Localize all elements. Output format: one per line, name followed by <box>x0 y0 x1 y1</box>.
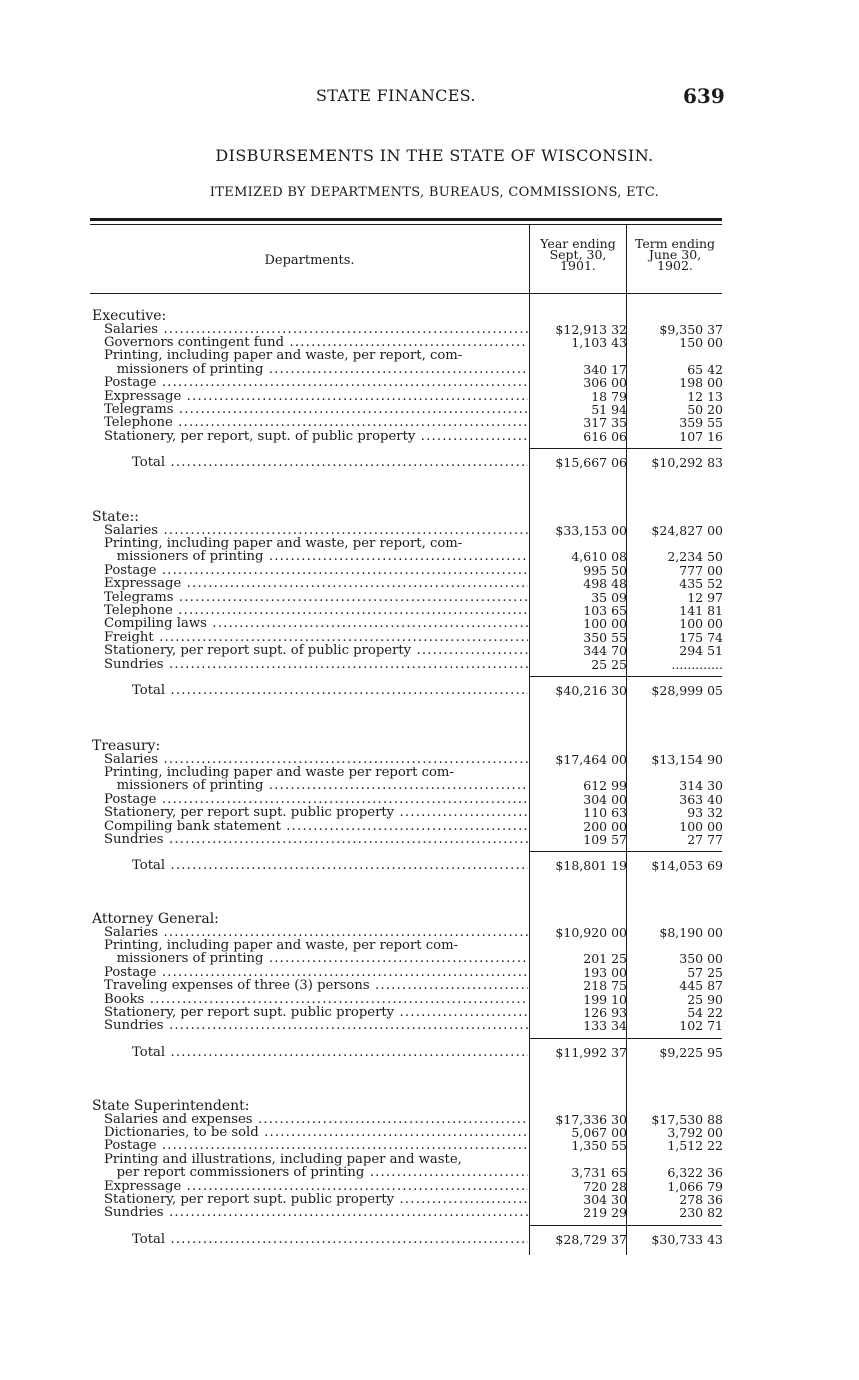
section-title: Attorney General: <box>92 911 219 927</box>
row-value-1902: 12 97 <box>687 589 723 605</box>
table-row <box>104 793 724 806</box>
total-label: Total ..... <box>132 684 528 697</box>
row-value-1902: 175 74 <box>679 629 723 645</box>
row-value-1901: 5,067 00 <box>571 1124 627 1140</box>
row-value-1901: 612 99 <box>583 778 627 794</box>
total-value-1902: $9,225 95 <box>659 1044 723 1060</box>
row-value-1902: 350 00 <box>679 951 723 967</box>
row-label: Stationery, per report supt. public property ..... <box>104 806 528 819</box>
page-number: 639 <box>683 84 725 108</box>
header-bottom-rule <box>90 293 722 294</box>
row-value-1902: ............. <box>671 656 723 672</box>
row-value-1901: $17,336 30 <box>555 1111 627 1127</box>
table-row <box>104 644 724 657</box>
row-label: Printing, including paper and waste, per report, com- <box>104 536 463 550</box>
row-value-1901: 4,610 08 <box>571 549 627 565</box>
row-label: Sundries ..... <box>104 1206 528 1219</box>
section-title: State Superintendent: <box>92 1098 250 1114</box>
table-row <box>104 658 724 671</box>
row-value-1902: $9,350 37 <box>659 321 723 337</box>
total-value-1901: $11,992 37 <box>555 1044 627 1060</box>
row-value-1901: 304 00 <box>583 791 627 807</box>
table-row <box>104 993 724 1006</box>
row-value-1901: 350 55 <box>583 629 627 645</box>
total-value-1901: $40,216 30 <box>555 682 627 698</box>
table-row <box>104 323 724 336</box>
row-value-1901: 616 06 <box>583 428 627 444</box>
total-rule <box>530 1038 722 1039</box>
table-row <box>104 779 724 792</box>
total-row <box>104 1046 724 1059</box>
row-value-1901: 103 65 <box>583 602 627 618</box>
row-value-1901: $12,913 32 <box>555 321 627 337</box>
row-value-1902: 445 87 <box>679 978 723 994</box>
row-value-1901: 340 17 <box>583 361 627 377</box>
row-value-1902: 278 36 <box>679 1191 723 1207</box>
table-row <box>104 604 724 617</box>
row-value-1902: 93 32 <box>687 805 723 821</box>
row-value-1901: 193 00 <box>583 964 627 980</box>
column-header-line: June 30, <box>648 247 702 262</box>
row-value-1902: 198 00 <box>679 375 723 391</box>
row-label: Postage ..... <box>104 564 528 577</box>
table-row <box>104 577 724 590</box>
row-value-1901: 344 70 <box>583 643 627 659</box>
table-row <box>104 550 724 563</box>
row-value-1901: 306 00 <box>583 375 627 391</box>
row-value-1902: 25 90 <box>687 991 723 1007</box>
row-value-1901: $10,920 00 <box>555 924 627 940</box>
table-row <box>104 363 724 376</box>
row-value-1902: 363 40 <box>679 791 723 807</box>
row-label: Salaries ..... <box>104 524 528 537</box>
row-label: Telephone ..... <box>104 416 528 429</box>
total-value-1902: $30,733 43 <box>651 1231 723 1247</box>
table-row <box>104 1139 724 1152</box>
row-label: Printing, including paper and waste, per report com- <box>104 938 459 952</box>
table-row <box>104 390 724 403</box>
row-label: per report commissioners of printing ..... <box>104 1166 528 1179</box>
table-row <box>104 524 724 537</box>
table-row <box>104 430 724 443</box>
page-subtitle: ITEMIZED BY DEPARTMENTS, BUREAUS, COMMISSIONS, ETC. <box>209 185 660 200</box>
section-title: Executive: <box>92 308 167 324</box>
row-label: Salaries ..... <box>104 323 528 336</box>
row-value-1901: 199 10 <box>583 991 627 1007</box>
row-label: Traveling expenses of three (3) persons ..... <box>104 979 528 992</box>
row-label: Printing, including paper and waste per report com- <box>104 765 454 779</box>
row-label: Salaries and expenses ..... <box>104 1113 528 1126</box>
row-label: Printing, including paper and waste, per report, com- <box>104 349 463 363</box>
table-row <box>104 416 724 429</box>
row-label: Postage ..... <box>104 376 528 389</box>
row-label: Compiling bank statement ..... <box>104 820 528 833</box>
row-value-1902: 3,792 00 <box>667 1124 723 1140</box>
row-value-1902: 12 13 <box>687 388 723 404</box>
row-value-1901: 110 63 <box>583 805 627 821</box>
column-header-line: 1901. <box>560 258 596 273</box>
row-value-1901: 100 00 <box>583 616 627 632</box>
row-label: Expressage ..... <box>104 577 528 590</box>
row-label: Postage ..... <box>104 966 528 979</box>
row-label: Expressage ..... <box>104 1180 528 1193</box>
row-label: Printing and illustrations, including paper and waste, <box>104 1152 462 1166</box>
row-label: Telephone ..... <box>104 604 528 617</box>
row-label: Sundries ..... <box>104 1019 528 1032</box>
row-label: Telegrams ..... <box>104 591 528 604</box>
row-label: Stationery, per report supt. public property ..... <box>104 1006 528 1019</box>
row-label: Books ..... <box>104 993 528 1006</box>
row-value-1901: 304 30 <box>583 1191 627 1207</box>
row-value-1902: 65 42 <box>687 361 723 377</box>
table-row <box>104 1006 724 1019</box>
row-value-1902: $17,530 88 <box>651 1111 723 1127</box>
row-label: missioners of printing ..... <box>104 363 528 376</box>
row-value-1902: 6,322 36 <box>667 1165 723 1181</box>
row-label: Expressage ..... <box>104 390 528 403</box>
page-title: DISBURSEMENTS IN THE STATE OF WISCONSIN. <box>215 146 654 165</box>
row-value-1901: 219 29 <box>583 1205 627 1221</box>
table-row <box>104 966 724 979</box>
row-value-1902: 50 20 <box>687 401 723 417</box>
row-label: Stationery, per report supt. of public property ..... <box>104 644 528 657</box>
row-label: missioners of printing ..... <box>104 550 528 563</box>
running-title: STATE FINANCES. <box>316 86 476 105</box>
row-value-1901: 498 48 <box>583 576 627 592</box>
row-value-1902: $24,827 00 <box>651 522 723 538</box>
row-value-1902: 294 51 <box>679 643 723 659</box>
row-label: Sundries ..... <box>104 833 528 846</box>
row-value-1901: 317 35 <box>583 415 627 431</box>
row-value-1901: 51 94 <box>591 401 627 417</box>
row-value-1902: 107 16 <box>679 428 723 444</box>
total-label: Total ..... <box>132 1233 528 1246</box>
row-value-1902: 777 00 <box>679 562 723 578</box>
row-label: Postage ..... <box>104 793 528 806</box>
table-row <box>104 926 724 939</box>
table-row <box>104 806 724 819</box>
section-title: Treasury: <box>92 738 161 754</box>
row-value-1902: $8,190 00 <box>659 924 723 940</box>
table-row <box>104 1193 724 1206</box>
table-row <box>104 753 724 766</box>
row-value-1901: 133 34 <box>583 1018 627 1034</box>
row-label: Telegrams ..... <box>104 403 528 416</box>
row-value-1901: $33,153 00 <box>555 522 627 538</box>
row-label: Governors contingent fund ..... <box>104 336 528 349</box>
total-row <box>104 684 724 697</box>
row-label: Salaries ..... <box>104 753 528 766</box>
table-top-rule-thin <box>90 224 722 225</box>
total-rule <box>530 676 722 677</box>
row-value-1901: 218 75 <box>583 978 627 994</box>
row-label: Compiling laws ..... <box>104 617 528 630</box>
row-label: missioners of printing ..... <box>104 952 528 965</box>
row-value-1902: 102 71 <box>679 1018 723 1034</box>
row-value-1901: 3,731 65 <box>571 1165 627 1181</box>
table-row <box>104 1206 724 1219</box>
table-row <box>104 1153 724 1166</box>
column-header-term-ending <box>627 238 723 271</box>
row-label: missioners of printing ..... <box>104 779 528 792</box>
row-value-1902: 359 55 <box>679 415 723 431</box>
table-row <box>104 939 724 952</box>
row-value-1902: 100 00 <box>679 818 723 834</box>
table-row <box>104 1113 724 1126</box>
total-rule <box>530 1225 722 1226</box>
total-row <box>104 1233 724 1246</box>
column-header-line: Year ending <box>540 236 616 251</box>
table-row <box>104 766 724 779</box>
row-value-1901: 201 25 <box>583 951 627 967</box>
table-row <box>104 833 724 846</box>
row-value-1902: 54 22 <box>687 1004 723 1020</box>
table-row <box>104 952 724 965</box>
total-value-1901: $18,801 19 <box>555 858 627 874</box>
row-value-1902: 150 00 <box>679 334 723 350</box>
row-value-1901: 109 57 <box>583 831 627 847</box>
total-value-1902: $28,999 05 <box>651 682 723 698</box>
table-row <box>104 1019 724 1032</box>
column-header-departments: Departments. <box>264 253 355 268</box>
row-value-1902: 57 25 <box>687 964 723 980</box>
table-row <box>104 979 724 992</box>
column-header-line: Sept, 30, <box>549 247 607 262</box>
row-value-1902: 230 82 <box>679 1205 723 1221</box>
table-top-rule <box>90 218 722 221</box>
row-label: Postage ..... <box>104 1139 528 1152</box>
row-value-1901: 18 79 <box>591 388 627 404</box>
row-value-1902: 314 30 <box>679 778 723 794</box>
row-value-1902: 435 52 <box>679 576 723 592</box>
section-title: State:: <box>92 509 139 525</box>
row-value-1901: 1,103 43 <box>571 334 627 350</box>
total-value-1901: $15,667 06 <box>555 455 627 471</box>
table-row <box>104 336 724 349</box>
total-label: Total ..... <box>132 456 528 469</box>
row-value-1902: 1,512 22 <box>667 1138 723 1154</box>
row-value-1901: $17,464 00 <box>555 751 627 767</box>
total-label: Total ..... <box>132 1046 528 1059</box>
total-rule <box>530 448 722 449</box>
row-label: Sundries ..... <box>104 658 528 671</box>
row-value-1901: 1,350 55 <box>571 1138 627 1154</box>
total-value-1902: $14,053 69 <box>651 858 723 874</box>
row-label: Salaries ..... <box>104 926 528 939</box>
total-value-1901: $28,729 37 <box>555 1231 627 1247</box>
row-value-1901: 995 50 <box>583 562 627 578</box>
row-value-1901: 720 28 <box>583 1178 627 1194</box>
column-header-line: 1902. <box>657 258 693 273</box>
total-value-1902: $10,292 83 <box>651 455 723 471</box>
row-value-1902: $13,154 90 <box>651 751 723 767</box>
total-label: Total ..... <box>132 859 528 872</box>
table-row <box>104 349 724 362</box>
row-value-1902: 27 77 <box>687 831 723 847</box>
row-value-1902: 141 81 <box>679 602 723 618</box>
row-value-1901: 200 00 <box>583 818 627 834</box>
table-row <box>104 537 724 550</box>
table-row <box>104 564 724 577</box>
column-header-line: Term ending <box>634 236 716 251</box>
table-row <box>104 1126 724 1139</box>
row-label: Stationery, per report, supt. of public property ..... <box>104 430 528 443</box>
table-row <box>104 1166 724 1179</box>
column-header-year-ending <box>530 238 626 271</box>
row-value-1902: 100 00 <box>679 616 723 632</box>
row-label: Freight ..... <box>104 631 528 644</box>
row-value-1902: 1,066 79 <box>667 1178 723 1194</box>
total-rule <box>530 851 722 852</box>
table-row <box>104 403 724 416</box>
row-value-1901: 35 09 <box>591 589 627 605</box>
total-row <box>104 859 724 872</box>
table-row <box>104 820 724 833</box>
total-row <box>104 456 724 469</box>
table-row <box>104 376 724 389</box>
row-label: Stationery, per report supt. public property ..... <box>104 1193 528 1206</box>
row-value-1901: 25 25 <box>591 656 627 672</box>
table-row <box>104 1180 724 1193</box>
row-label: Dictionaries, to be sold ..... <box>104 1126 528 1139</box>
row-value-1901: 126 93 <box>583 1004 627 1020</box>
row-value-1902: 2,234 50 <box>667 549 723 565</box>
table-row <box>104 631 724 644</box>
table-row <box>104 617 724 630</box>
table-row <box>104 591 724 604</box>
